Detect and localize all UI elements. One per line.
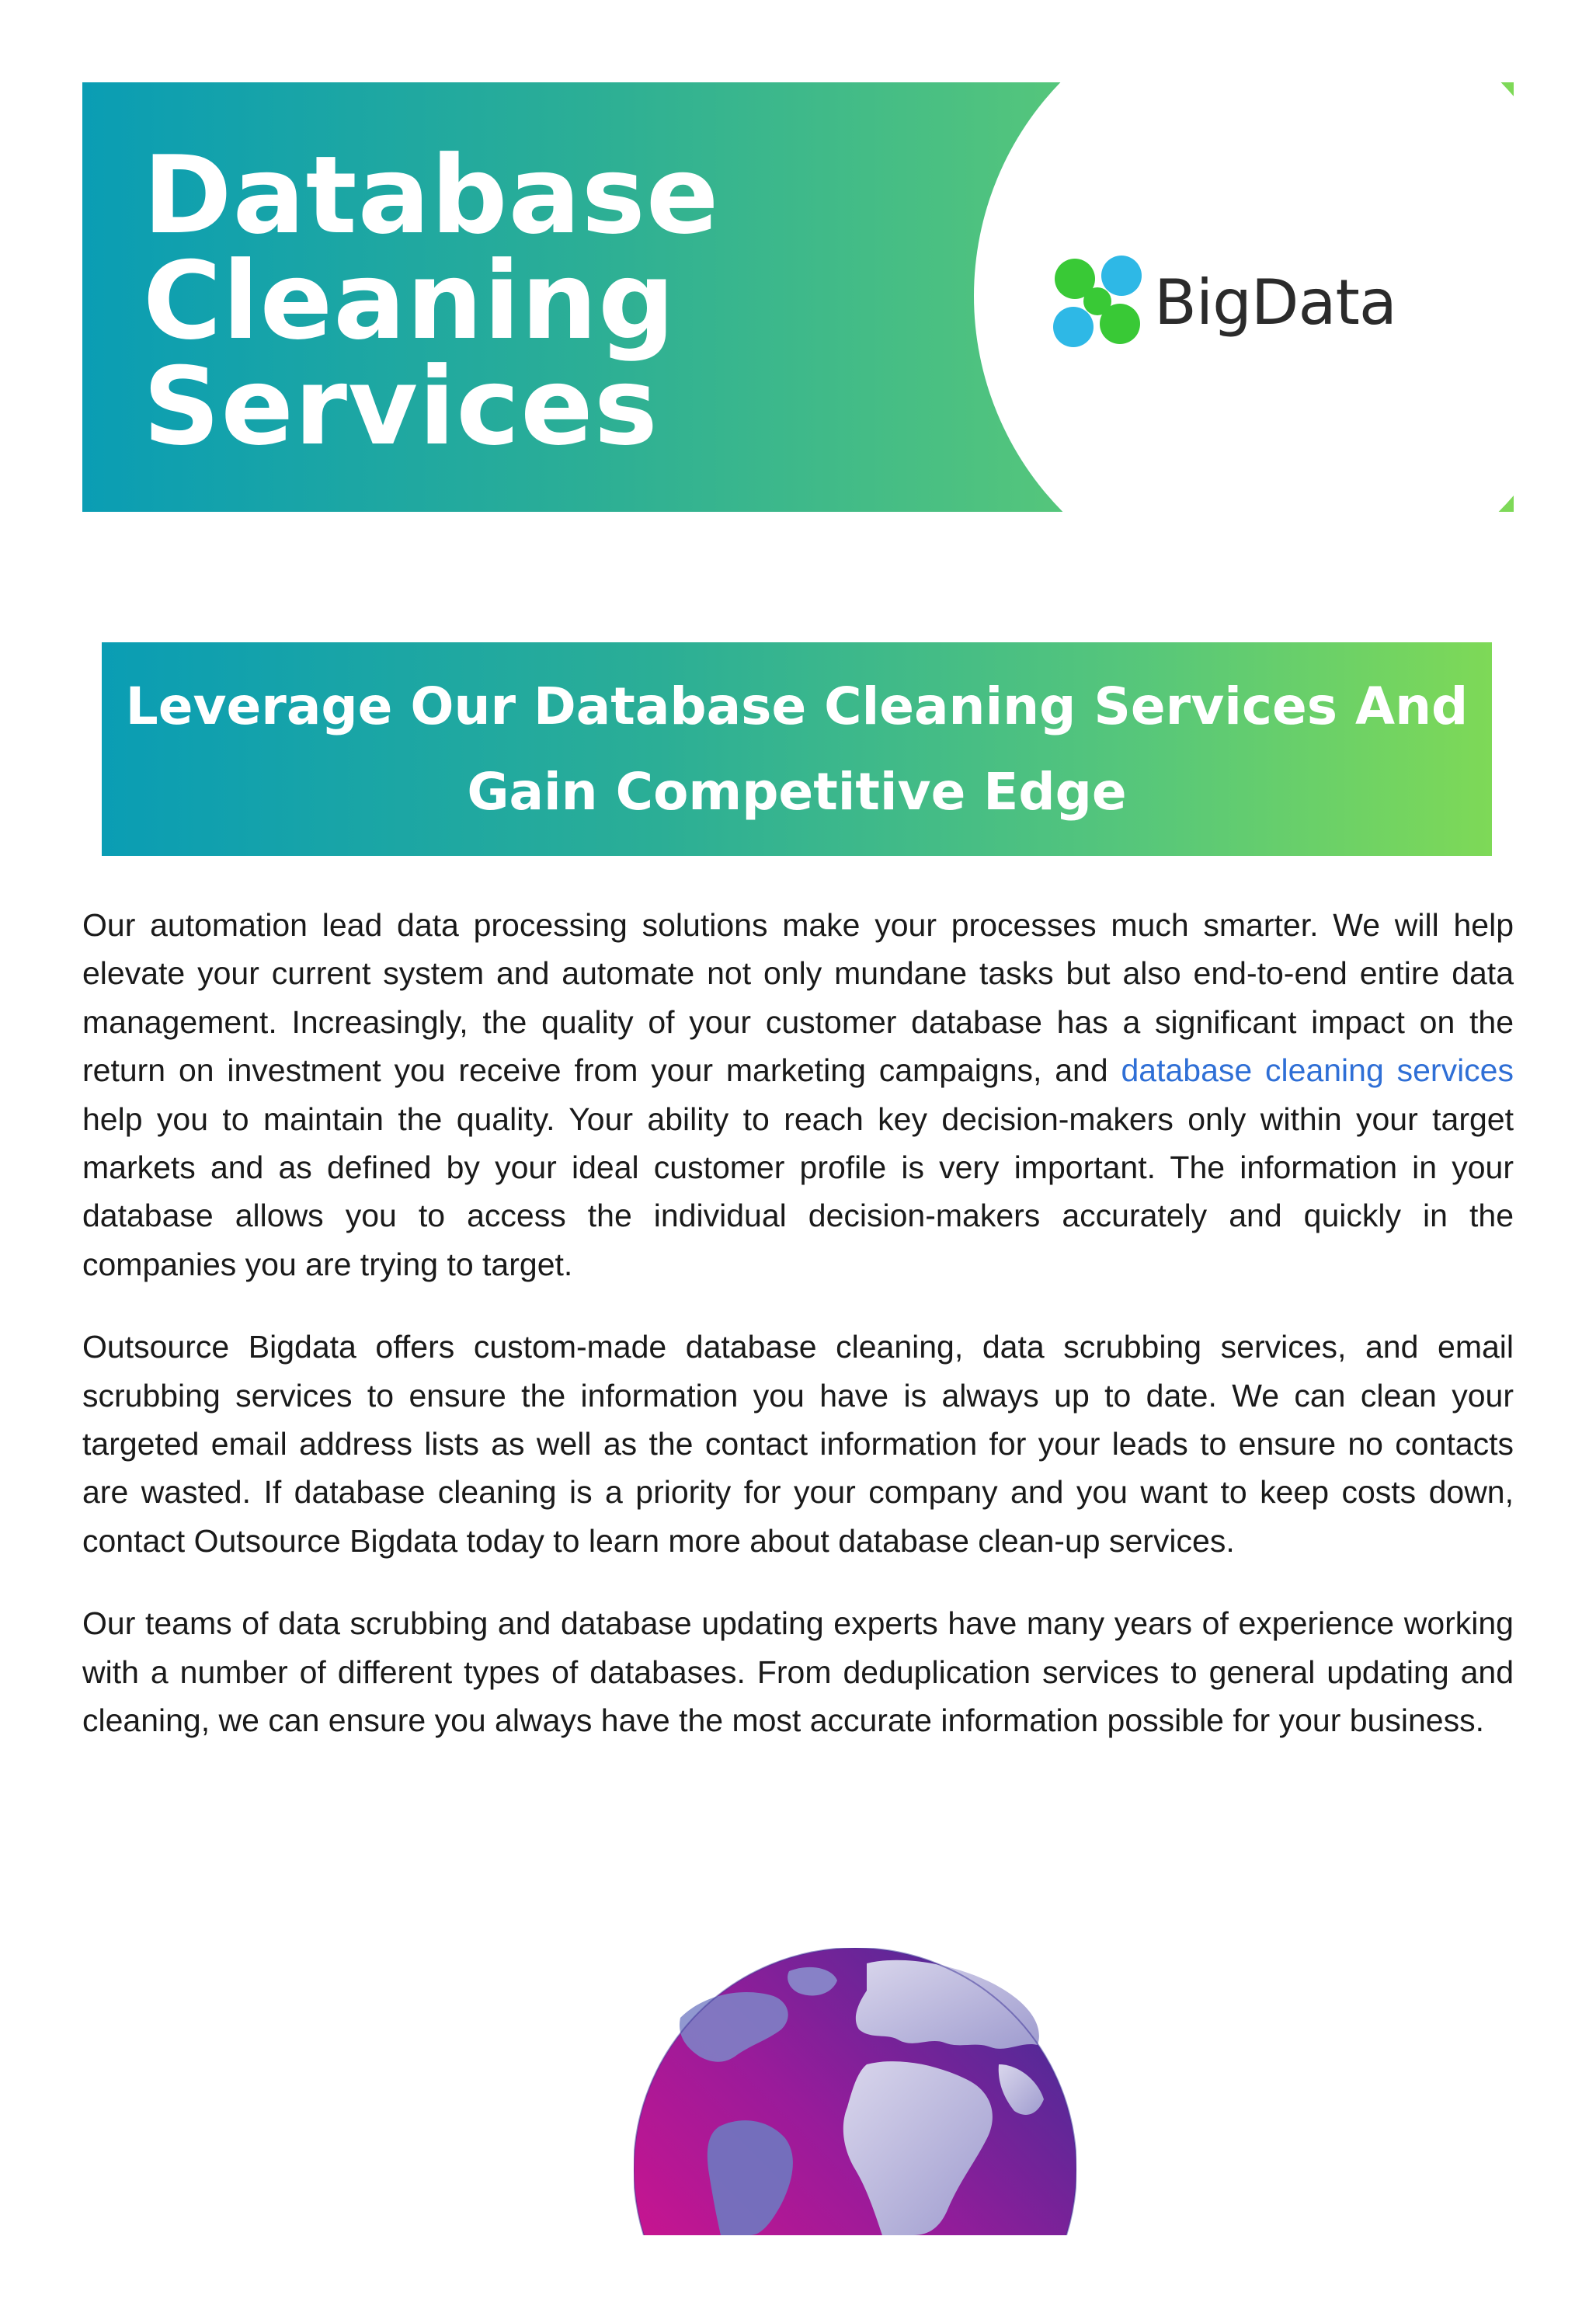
brand-logo [1045,249,1396,355]
title-line-3: Services [143,344,659,469]
database-cleaning-services-link[interactable]: database cleaning services [1121,1052,1514,1089]
paragraph-offer: Outsource Bigdata offers custom-made database cleaning, data scrubbing services, and email scrubbing services to ensure the information you have is always up to date. We can clean your targeted email address lists as well as the contact information for your leads to ensure no contacts are wasted. If database cleaning is a priority for your company and you want to keep costs down, contact Outsource Bigdata today to learn more about database clean-up services. [82,1329,1514,1559]
paragraph-intro-start: Our automation lead data processing solutions make your processes much smarter. We will help elevate your current system and automate not only mundane tasks but also end-to-end entire data management. Increasingly, the quality of your customer database has a significant impact on the return on investment you receive from your marketing campaigns, and [82,907,1514,1089]
globe-illustration [634,1948,1076,2235]
paragraph-intro [82,901,1514,1288]
bigdata-dots-logo-icon [1045,249,1151,355]
paragraph-experience: Our teams of data scrubbing and database updating experts have many years of experience working with a number of different types of databases. From deduplication services to general updating and cleaning, we can ensure you always have the most accurate information possible for your business. [82,1605,1514,1739]
page-title [143,133,720,469]
section-heading: Leverage Our Database Cleaning Services And Gain Competitive Edge [125,676,1469,822]
hero-banner [82,82,1514,512]
article-body [82,901,1514,1779]
brand-name: BigData [1154,266,1396,339]
paragraph-intro-end: help you to maintain the quality. Your ability to reach key decision-makers only within your target markets and as defined by your ideal customer profile is very important. The information in your database allows you to access the individual decision-makers accurately and quickly in the companies you are trying to target. [82,1101,1514,1282]
section-banner [102,642,1492,856]
title-line-2: Cleaning [143,238,676,363]
globe-icon [634,1948,1076,2235]
title-line-1: Database [143,133,720,258]
